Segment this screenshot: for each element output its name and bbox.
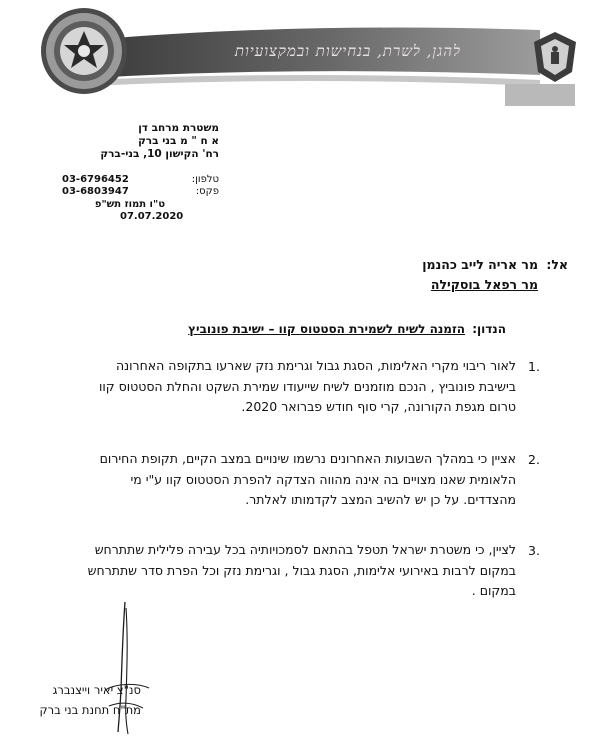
to-label: אל: [546,257,568,272]
paragraph-line: במקום לרבות באירועי אלימות, הסגת גבול , וגרימת נזק וכל הפרת סדר שתתרחש [87,562,516,578]
paragraph-line: בישיבת פונוביץ , הנכם מוזמנים לשיח שייעודו שמירת השקט והחלת הסטטוס קוו [98,378,516,394]
paragraph-line: הלאומית שאנו מצויים בה אינה מהווה הצדקה להפרת הסטטוס קוו ע"י מי [130,471,516,487]
phone-label: טלפון: [191,174,219,185]
signatory-name: סנ"צ יאיר וייצנברג [52,683,141,697]
banner-slogan: להגן, לשרת, בנחישות ובמקצועיות [234,42,461,60]
gregorian-date: 07.07.2020 [120,211,184,222]
paragraph-2-number: 2. [528,452,540,467]
phone-number: 03-6796452 [62,174,129,185]
sender-address: רח' הקישון 10, בני-ברק [100,148,219,160]
recipient-2: מר רפאל בוסקילה [430,277,538,292]
paragraph-3-number: 3. [528,543,540,558]
subject-label: הנדון: [472,322,506,336]
paragraph-line: מהצדדים. על כן יש להשיב המצב לקדמותו לאלתר. [245,492,516,507]
paragraph-line: לאור ריבוי מקרי האלימות, הסגת גבול וגרימת נזק שארעו בתקופה האחרונה [115,358,516,373]
paragraph-3 [50,540,516,602]
paragraph-1 [50,356,516,418]
subject-text: הזמנה לשיח לשמירת הסטטוס קוו – ישיבת פונוביץ [188,322,465,336]
police-badge-logo [40,7,128,95]
signatory-title: מת"ח תחנת בני ברק [39,703,141,717]
hebrew-date: ט"ו תמוז תש"פ [94,199,165,210]
state-emblem-logo [532,30,578,84]
paragraph-line: לציין, כי משטרת ישראל תטפל בהתאם לסמכויותיה בכל עבירה פלילית שתתרחש [94,542,516,557]
paragraph-line: אציין כי במהלך השבועות האחרונים נרשמו שינויים במצב הקיים, תקופת החירום [99,451,516,466]
letterhead-banner [0,0,611,118]
fax-label: פקס: [195,186,219,197]
paragraph-1-number: 1. [528,359,540,374]
sender-station: א ח " מ בני ברק [138,135,219,147]
paragraph-line: טרום מגפת הקורונה, קרי סוף חודש פברואר 2020. [241,399,516,414]
fax-number: 03-6803947 [62,186,129,197]
paragraph-2 [50,449,516,511]
recipient-1: מר אריה לייב כהנמן [422,257,538,272]
sender-unit: משטרת מרחב דן [138,122,219,134]
paragraph-line: במקום . [471,583,516,598]
